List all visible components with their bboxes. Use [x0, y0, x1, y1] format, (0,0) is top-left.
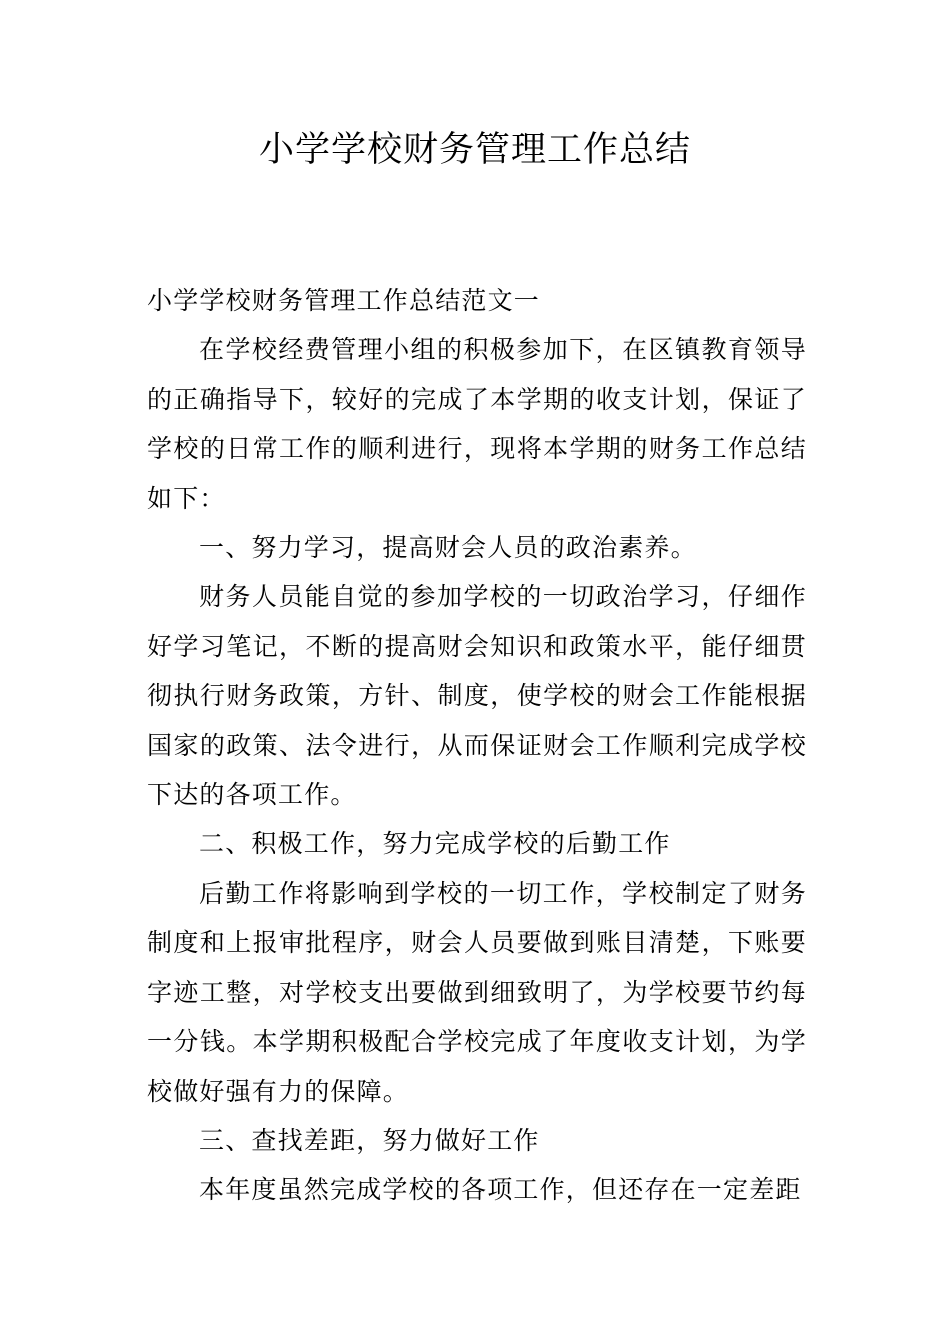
section-heading-2: 二、积极工作，努力完成学校的后勤工作 — [199, 829, 671, 859]
section-heading-3: 三、查找差距，努力做好工作 — [199, 1125, 540, 1155]
paragraph-intro: 在学校经费管理小组的积极参加下，在区镇教育领导的正确指导下，较好的完成了本学期的收支计划，保证了学校的日常工作的顺利进行，现将本学期的财务工作总结如下： — [147, 335, 807, 513]
paragraph-section-1: 财务人员能自觉的参加学校的一切政治学习，仔细作好学习笔记，不断的提高财会知识和政策水平，能仔细贯彻执行财务政策，方针、制度，使学校的财会工作能根据国家的政策、法令进行，从而保证财会工作顺利完成学校下达的各项工作。 — [147, 582, 807, 810]
document-subtitle: 小学学校财务管理工作总结范文一 — [147, 286, 541, 315]
document-body — [147, 276, 807, 1215]
document-title: 小学学校财务管理工作总结 — [258, 130, 691, 170]
section-heading-1: 一、努力学习，提高财会人员的政治素养。 — [199, 533, 697, 563]
paragraph-section-3: 本年度虽然完成学校的各项工作，但还存在一定差距 — [199, 1175, 802, 1205]
paragraph-section-2: 后勤工作将影响到学校的一切工作，学校制定了财务制度和上报审批程序，财会人员要做到账目清楚，下账要字迹工整，对学校支出要做到细致明了，为学校要节约每一分钱。本学期积极配合学校完成了年度收支计划，为学校做好强有力的保障。 — [147, 878, 807, 1106]
